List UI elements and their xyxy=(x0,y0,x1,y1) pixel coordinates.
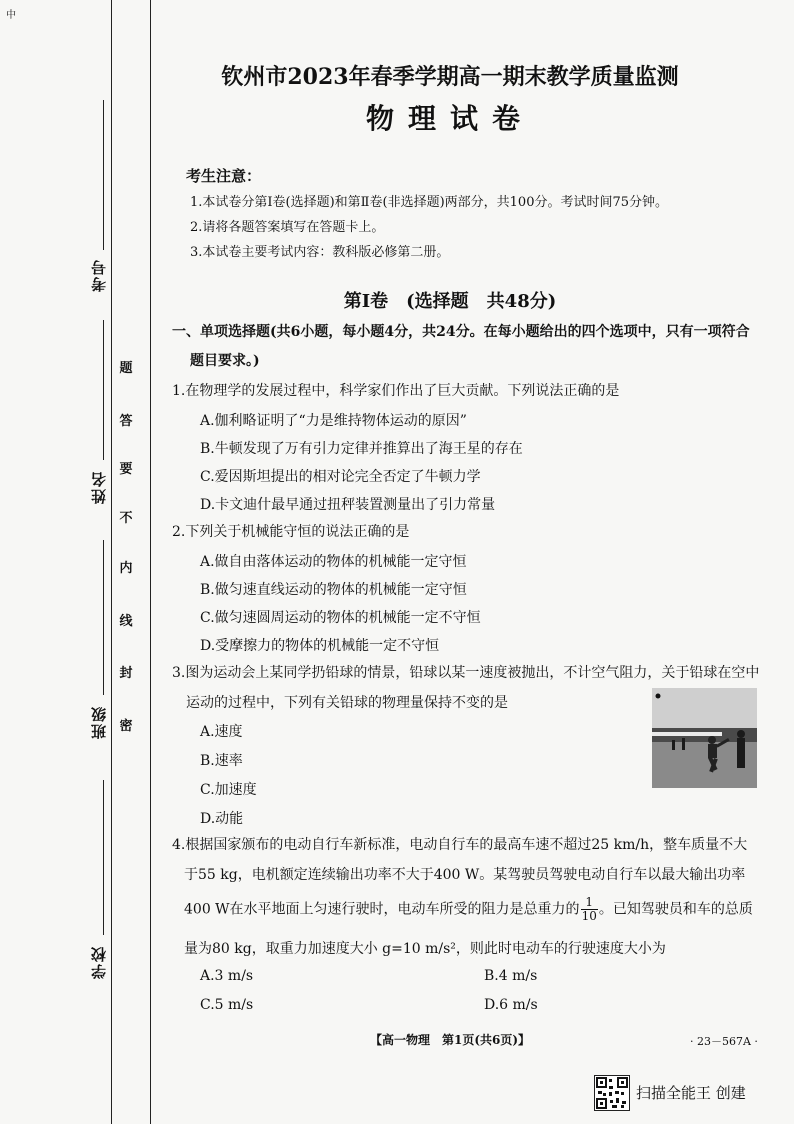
question-stem-cont xyxy=(184,896,753,923)
notice-item: 3.本试卷主要考试内容：教科版必修第二册。 xyxy=(190,245,450,260)
qr-code-icon xyxy=(594,1075,630,1111)
option-a[interactable]: A.速度 xyxy=(200,724,243,740)
option-b[interactable]: B.4 m/s xyxy=(484,968,538,984)
option-b[interactable]: B.速率 xyxy=(200,753,243,769)
seal-char: 内 xyxy=(119,561,133,576)
question-stem: 4.根据国家颁布的电动自行车新标准，电动自行车的最高车速不超过25 km/h，整车质量不大 xyxy=(172,837,748,853)
class-label: 班级 xyxy=(90,705,108,739)
school-blank[interactable] xyxy=(103,780,104,935)
question-stem-text: 。已知驾驶员和车的总质 xyxy=(598,901,753,918)
question-stem-text: 400 W在水平地面上匀速行驶时，电动车所受的阻力是总重力的 xyxy=(184,901,580,918)
fraction-denominator: 10 xyxy=(581,909,597,923)
shot-put-photo xyxy=(652,688,757,788)
exam-number-blank[interactable] xyxy=(103,100,104,250)
option-c[interactable]: C.做匀速圆周运动的物体的机械能一定不守恒 xyxy=(200,610,481,626)
question-stem-cont: 运动的过程中，下列有关铅球的物理量保持不变的是 xyxy=(186,695,508,711)
option-d[interactable]: D.受摩擦力的物体的机械能一定不守恒 xyxy=(200,638,440,654)
question-stem: 1.在物理学的发展过程中，科学家们作出了巨大贡献。下列说法正确的是 xyxy=(172,383,620,399)
notice-item: 2.请将各题答案填写在答题卡上。 xyxy=(190,220,385,235)
seal-char: 密 xyxy=(119,719,133,734)
notice-item: 1.本试卷分第Ⅰ卷(选择题)和第Ⅱ卷(非选择题)两部分，共100分。考试时间75分钟。 xyxy=(190,195,669,210)
question-stem-cont: 量为80 kg，取重力加速度大小 g=10 m/s²，则此时电动车的行驶速度大小为 xyxy=(184,941,666,957)
option-d[interactable]: D.6 m/s xyxy=(484,997,538,1013)
seal-char: 题 xyxy=(119,361,133,376)
fraction-numerator: 1 xyxy=(581,896,598,910)
binding-line-outer xyxy=(150,0,151,1124)
page-footer: 【高一物理 第1页(共6页)】 xyxy=(369,1033,531,1047)
notice-heading: 考生注意： xyxy=(186,167,262,185)
option-a[interactable]: A.3 m/s xyxy=(200,968,254,984)
option-d[interactable]: D.卡文迪什最早通过扭秤装置测量出了引力常量 xyxy=(200,497,496,513)
name-label: 姓名 xyxy=(90,470,108,504)
corner-mark: 中 xyxy=(6,10,16,21)
seal-char: 不 xyxy=(119,511,133,526)
exam-title: 钦州市2023年春季学期高一期末教学质量监测 xyxy=(221,64,679,90)
option-a[interactable]: A.做自由落体运动的物体的机械能一定守恒 xyxy=(200,554,467,570)
part-instruction-cont: 题目要求。) xyxy=(190,353,260,369)
seal-char: 要 xyxy=(119,462,133,477)
paper-code: · 23－567A · xyxy=(690,1035,758,1048)
scanner-watermark: 扫描全能王 创建 xyxy=(636,1084,746,1102)
question-stem-cont: 于55 kg，电机额定连续输出功率不大于400 W。某驾驶员驾驶电动自行车以最大输出功率 xyxy=(184,867,746,883)
option-c[interactable]: C.加速度 xyxy=(200,782,257,798)
part-instruction: 一、单项选择题(共6小题，每小题4分，共24分。在每小题给出的四个选项中，只有一项符合 xyxy=(172,324,750,340)
exam-subtitle: 物理试卷 xyxy=(365,102,534,135)
class-blank[interactable] xyxy=(103,540,104,695)
exam-number-label: 考号 xyxy=(90,258,108,292)
option-c[interactable]: C.5 m/s xyxy=(200,997,254,1013)
question-stem: 2.下列关于机械能守恒的说法正确的是 xyxy=(172,524,410,540)
option-d[interactable]: D.动能 xyxy=(200,811,244,827)
binding-line-inner xyxy=(111,0,112,1124)
option-a[interactable]: A.伽利略证明了“力是维持物体运动的原因” xyxy=(200,413,467,429)
seal-char: 答 xyxy=(119,414,133,429)
option-b[interactable]: B.牛顿发现了万有引力定律并推算出了海王星的存在 xyxy=(200,441,523,457)
seal-char: 线 xyxy=(119,614,133,629)
name-blank[interactable] xyxy=(103,320,104,460)
option-c[interactable]: C.爱因斯坦提出的相对论完全否定了牛顿力学 xyxy=(200,469,481,485)
fraction xyxy=(581,896,598,923)
section-title: 第Ⅰ卷 (选择题 共48分) xyxy=(343,291,557,312)
school-label: 学校 xyxy=(90,945,108,979)
option-b[interactable]: B.做匀速直线运动的物体的机械能一定守恒 xyxy=(200,582,467,598)
question-stem: 3.图为运动会上某同学扔铅球的情景，铅球以某一速度被抛出，不计空气阻力，关于铅球在空中 xyxy=(172,665,760,681)
seal-char: 封 xyxy=(119,666,133,681)
